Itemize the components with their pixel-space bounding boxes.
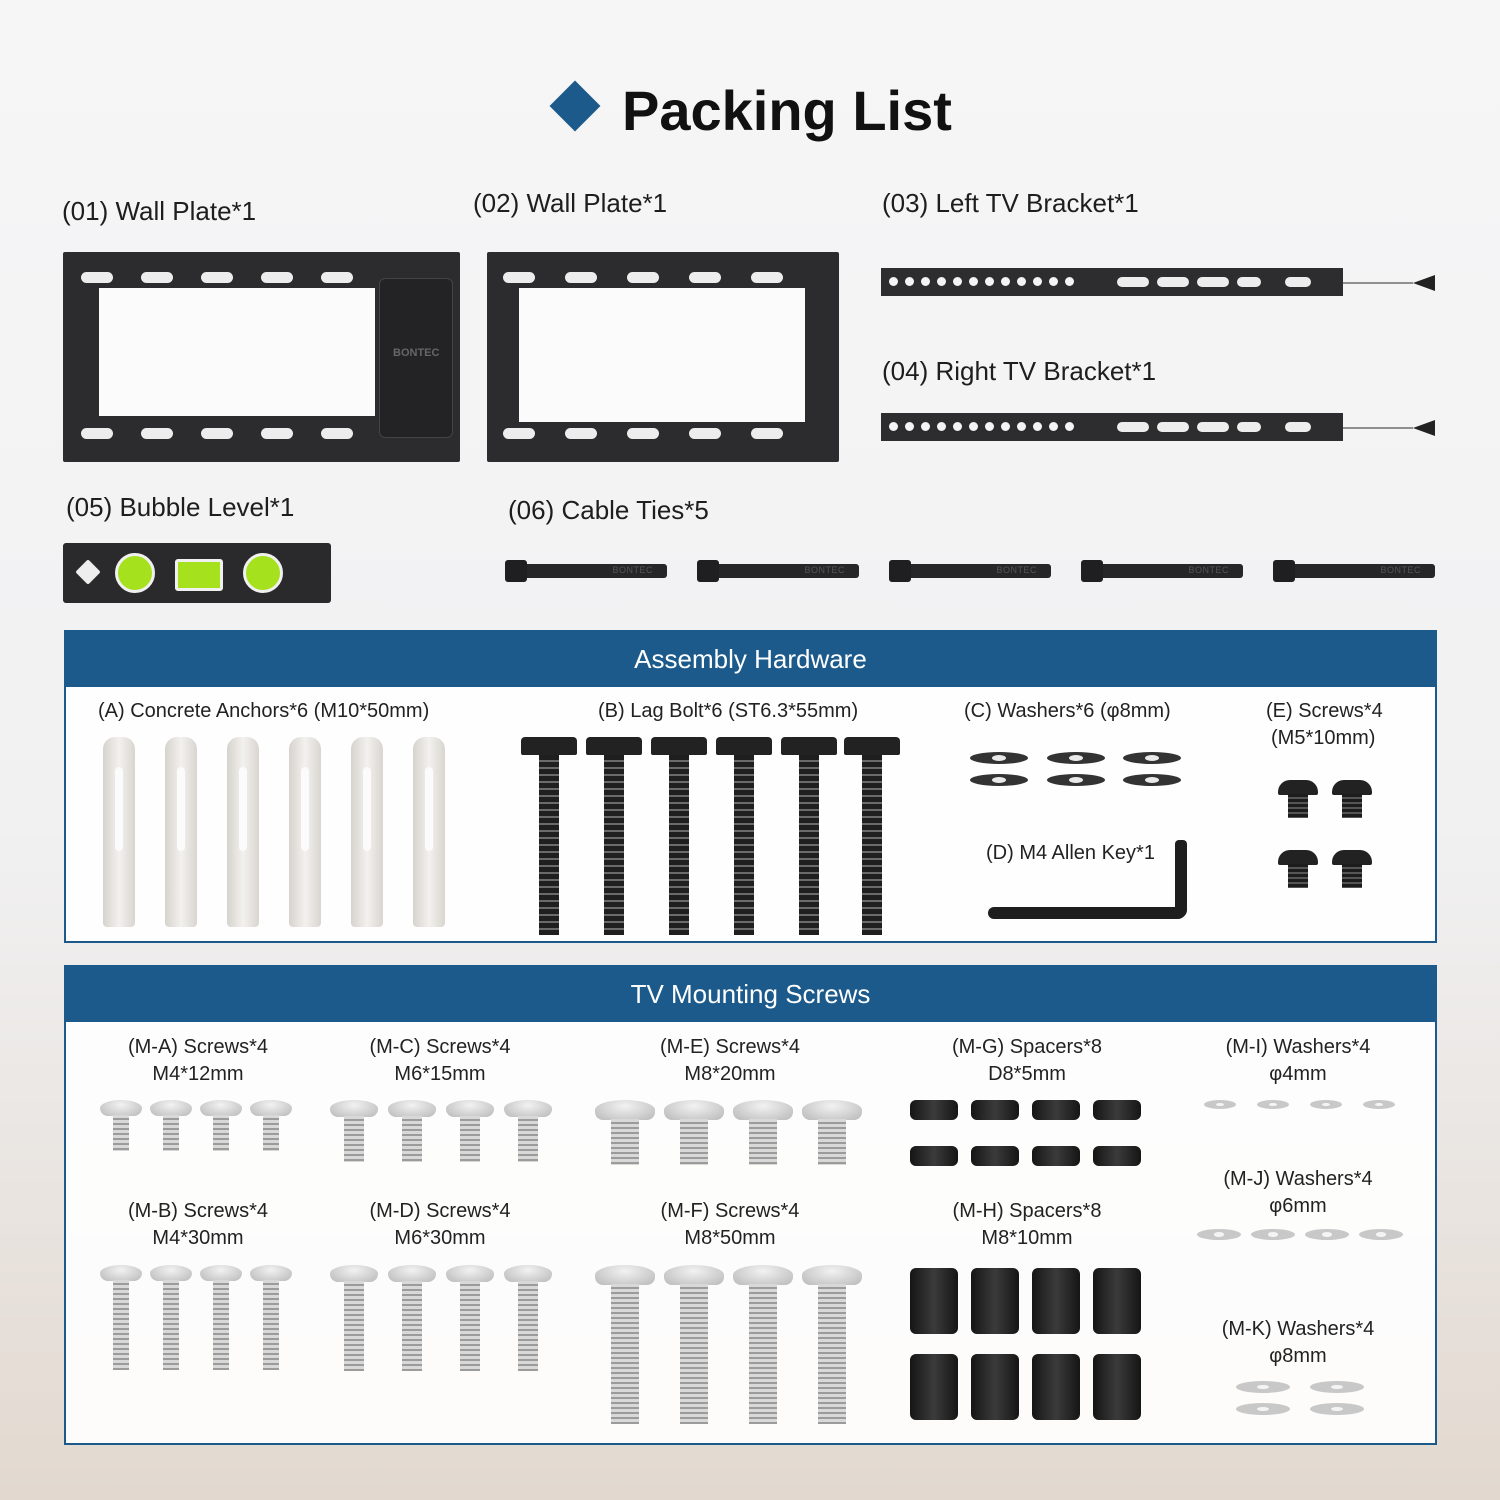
label-mk: (M-K) Washers*4 φ8mm xyxy=(1221,1318,1375,1367)
spacer-mg xyxy=(971,1146,1019,1166)
wall-plate-01 xyxy=(63,252,460,462)
washer-c xyxy=(1047,752,1105,764)
cable-tie: BONTEC xyxy=(699,564,859,578)
spacer-mg xyxy=(1032,1100,1080,1120)
wall-plate-02 xyxy=(487,252,839,462)
label-mc: (M-C) Screws*4 M6*15mm xyxy=(369,1036,511,1085)
washer-mk xyxy=(1310,1403,1364,1415)
label-cable-ties: (06) Cable Ties*5 xyxy=(508,495,709,525)
concrete-anchor xyxy=(351,737,383,927)
label-left-tv-bracket: (03) Left TV Bracket*1 xyxy=(882,188,1139,218)
spacer-mg xyxy=(1032,1146,1080,1166)
washer-mk xyxy=(1236,1381,1290,1393)
spacer-mg xyxy=(1093,1100,1141,1120)
label-screws-e: (E) Screws*4 xyxy=(1266,700,1383,722)
washer-mk xyxy=(1310,1381,1364,1393)
label-mj: (M-J) Washers*4 φ6mm xyxy=(1223,1168,1373,1217)
right-tv-bracket xyxy=(881,413,1343,441)
washer-c xyxy=(1123,774,1181,786)
cable-tie: BONTEC xyxy=(1083,564,1243,578)
washer-mj xyxy=(1251,1229,1295,1240)
lag-bolt-head xyxy=(586,737,642,755)
lag-bolt xyxy=(539,755,559,935)
washer-mi xyxy=(1257,1100,1289,1109)
washer-mi xyxy=(1363,1100,1395,1109)
lag-bolt xyxy=(734,755,754,935)
page-title: Packing List xyxy=(622,79,952,142)
lag-bolt-head xyxy=(716,737,772,755)
screw-e xyxy=(1332,850,1372,892)
label-md: (M-D) Screws*4 M6*30mm xyxy=(369,1200,511,1249)
label-ma: (M-A) Screws*4 M4*12mm xyxy=(127,1036,268,1085)
concrete-anchor xyxy=(413,737,445,927)
washer-mi xyxy=(1204,1100,1236,1109)
spacer-mh xyxy=(1093,1354,1141,1420)
allen-key-short-arm xyxy=(1175,840,1187,918)
screw-e xyxy=(1278,850,1318,892)
label-wall-plate-01: (01) Wall Plate*1 xyxy=(62,196,257,226)
allen-key-long-arm xyxy=(988,907,1186,919)
lag-bolt xyxy=(799,755,819,935)
label-mi: (M-I) Washers*4 φ4mm xyxy=(1225,1036,1371,1085)
label-washers-c: (C) Washers*6 (φ8mm) xyxy=(964,700,1171,722)
right-bracket-wire xyxy=(1343,427,1413,429)
label-lag-bolt: (B) Lag Bolt*6 (ST6.3*55mm) xyxy=(598,700,859,722)
concrete-anchor xyxy=(289,737,321,927)
screw-e xyxy=(1278,780,1318,822)
concrete-anchor xyxy=(227,737,259,927)
spacer-mh xyxy=(971,1268,1019,1334)
concrete-anchor xyxy=(165,737,197,927)
cable-tie: BONTEC xyxy=(891,564,1051,578)
spacer-mg xyxy=(910,1100,958,1120)
washer-c xyxy=(970,774,1028,786)
washer-c xyxy=(1123,752,1181,764)
lag-bolt-head xyxy=(521,737,577,755)
washer-c xyxy=(970,752,1028,764)
lag-bolt xyxy=(604,755,624,935)
tv-mounting-screws-heading: TV Mounting Screws xyxy=(66,967,1435,1022)
washer-mi xyxy=(1310,1100,1342,1109)
brand-mark: BONTEC xyxy=(393,347,440,359)
left-bracket-knob xyxy=(1413,275,1435,291)
washer-mj xyxy=(1305,1229,1349,1240)
assembly-hardware-heading: Assembly Hardware xyxy=(66,632,1435,687)
label-mb: (M-B) Screws*4 M4*30mm xyxy=(127,1200,268,1249)
label-mg: (M-G) Spacers*8 D8*5mm xyxy=(951,1036,1103,1085)
washer-mk xyxy=(1236,1403,1290,1415)
cable-tie: BONTEC xyxy=(507,564,667,578)
lag-bolt xyxy=(862,755,882,935)
label-allen-key: (D) M4 Allen Key*1 xyxy=(986,842,1155,864)
right-bracket-knob xyxy=(1413,420,1435,436)
spacer-mh xyxy=(910,1354,958,1420)
lag-bolt-head xyxy=(781,737,837,755)
spacer-mg xyxy=(910,1146,958,1166)
concrete-anchor xyxy=(103,737,135,927)
spacer-mh xyxy=(1032,1268,1080,1334)
left-bracket-wire xyxy=(1343,282,1413,284)
label-screws-e-size: (M5*10mm) xyxy=(1271,727,1376,749)
lag-bolt-head xyxy=(651,737,707,755)
lag-bolt xyxy=(669,755,689,935)
spacer-mh xyxy=(1032,1354,1080,1420)
spacer-mh xyxy=(910,1268,958,1334)
label-concrete-anchors: (A) Concrete Anchors*6 (M10*50mm) xyxy=(98,700,430,722)
left-tv-bracket xyxy=(881,268,1343,296)
spacer-mh xyxy=(971,1354,1019,1420)
label-mf: (M-F) Screws*4 M8*50mm xyxy=(660,1200,800,1249)
cable-tie: BONTEC xyxy=(1275,564,1435,578)
bubble-level xyxy=(63,543,331,603)
washer-mj xyxy=(1197,1229,1241,1240)
label-me: (M-E) Screws*4 M8*20mm xyxy=(659,1036,800,1085)
label-right-tv-bracket: (04) Right TV Bracket*1 xyxy=(882,356,1157,386)
spacer-mh xyxy=(1093,1268,1141,1334)
spacer-mg xyxy=(971,1100,1019,1120)
label-wall-plate-02: (02) Wall Plate*1 xyxy=(473,188,668,218)
washer-mj xyxy=(1359,1229,1403,1240)
spacer-mg xyxy=(1093,1146,1141,1166)
label-bubble-level: (05) Bubble Level*1 xyxy=(66,492,295,522)
title-diamond-icon xyxy=(550,81,601,132)
screw-e xyxy=(1332,780,1372,822)
lag-bolt-head xyxy=(844,737,900,755)
label-mh: (M-H) Spacers*8 M8*10mm xyxy=(952,1200,1102,1249)
washer-c xyxy=(1047,774,1105,786)
